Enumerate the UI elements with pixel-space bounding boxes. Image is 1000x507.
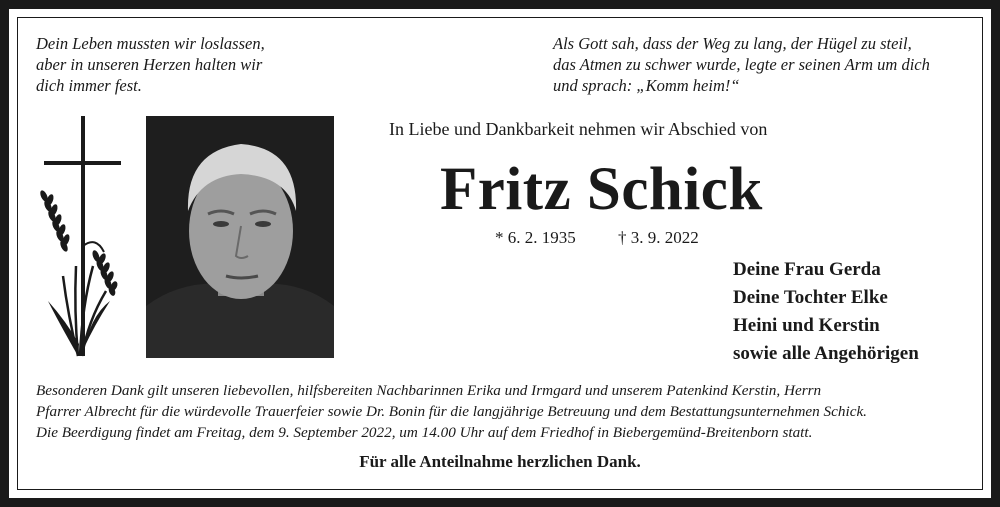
quote-right-line: Als Gott sah, dass der Weg zu lang, der Hügel zu steil, [553, 34, 912, 53]
mourner-line: Heini und Kerstin [733, 315, 880, 336]
mourner-line: sowie alle Angehörigen [733, 343, 919, 364]
cross-and-wheat [38, 116, 128, 361]
quote-left-line: aber in unseren Herzen halten wir [36, 55, 263, 74]
life-dates [495, 228, 699, 248]
intro-text: In Liebe und Dankbarkeit nehmen wir Abschied von [389, 119, 768, 139]
birth-date: * 6. 2. 1935 [495, 228, 576, 247]
death-date: † 3. 9. 2022 [618, 228, 699, 247]
quote-left-line: Dein Leben mussten wir loslassen, [36, 34, 265, 53]
quote-left [36, 33, 265, 96]
quote-right-line: das Atmen zu schwer wurde, legte er seinen Arm um dich [553, 55, 930, 74]
thanks-paragraph [36, 380, 966, 443]
closing-line: Für alle Anteilnahme herzlichen Dank. [359, 452, 641, 471]
mourner-line: Deine Tochter Elke [733, 287, 888, 308]
deceased-name: Fritz Schick [440, 156, 763, 223]
mourner-line: Deine Frau Gerda [733, 259, 881, 280]
quote-right-line: und sprach: „Komm heim!“ [553, 76, 740, 95]
quote-left-line: dich immer fest. [36, 76, 142, 95]
quote-right [553, 33, 930, 96]
thanks-line: Pfarrer Albrecht für die würdevolle Trauerfeier sowie Dr. Bonin für die langjährige Betreuung und dem Bestattungsunternehmen Schick. [36, 403, 867, 420]
wheat-icon [38, 186, 128, 296]
portrait-photo [146, 116, 334, 358]
thanks-line: Besonderen Dank gilt unseren liebevollen, hilfsbereiten Nachbarinnen Erika und Irmgard und unserem Patenkind Kerstin, Herrn [36, 382, 822, 399]
mourners-list [733, 256, 919, 368]
thanks-line: Die Beerdigung findet am Freitag, dem 9. September 2022, um 14.00 Uhr auf dem Friedhof in Biebergemünd-Breitenborn statt. [36, 424, 813, 441]
